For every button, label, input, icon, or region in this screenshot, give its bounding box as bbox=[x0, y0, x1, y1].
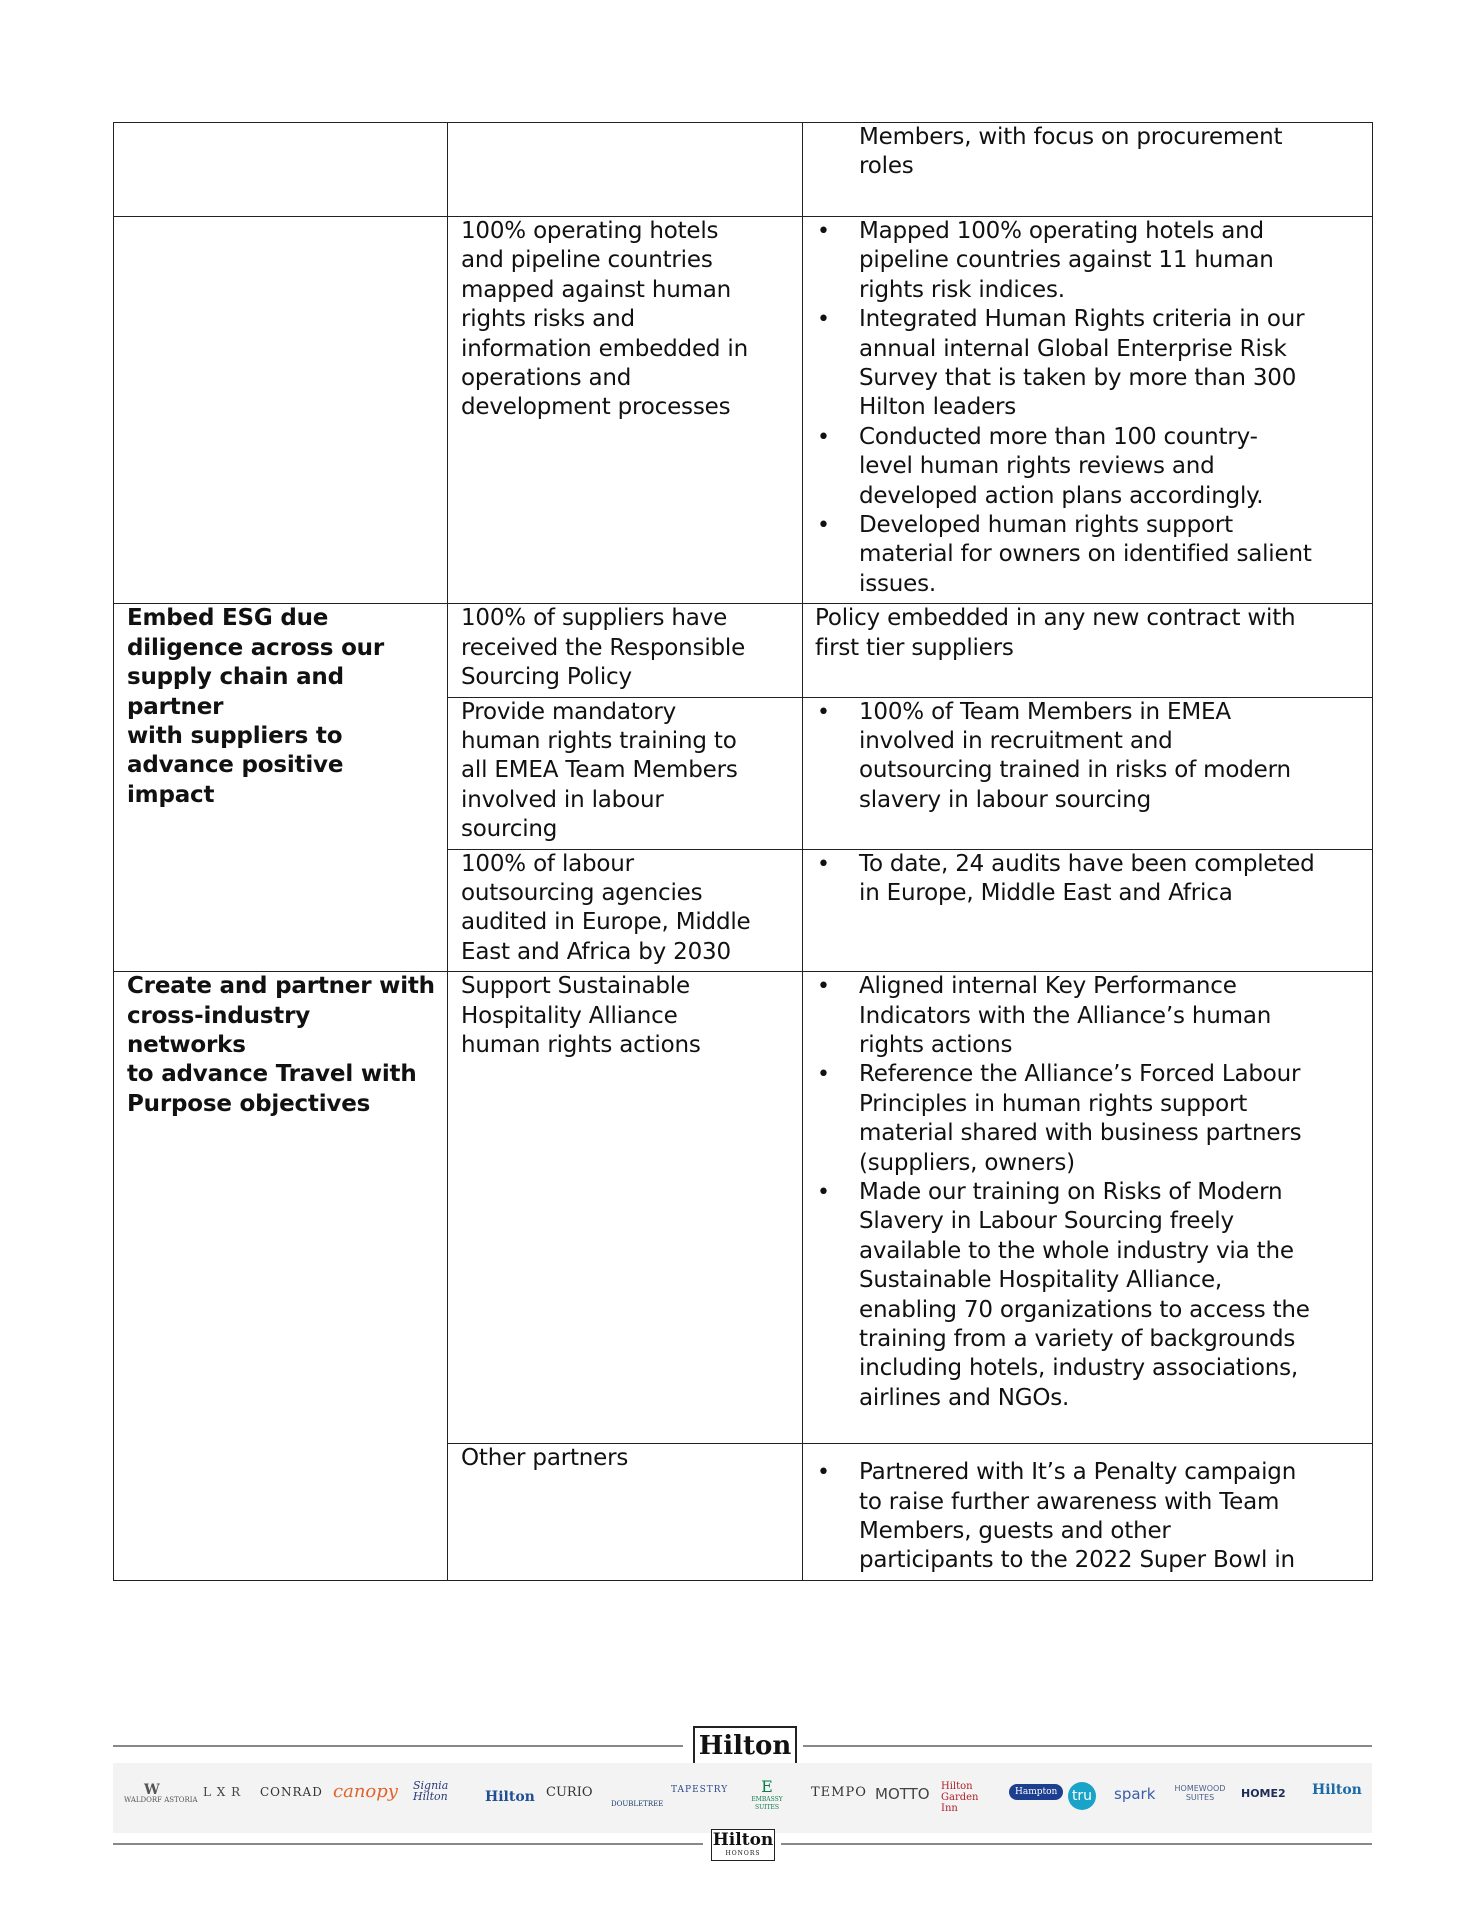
brand-hilton-garden-inn: Hilton Garden Inn bbox=[941, 1781, 979, 1814]
footer-rule-top-left bbox=[113, 1745, 683, 1747]
list-item: • Made our training on Risks of Modern Slavery in Labour Sourcing freely available to the whole industry via the Sustainable Hospitality Alliance, enabling 70 organizations to access the training from a variety of backgrounds including hotels, industry associations, airlines and NGOs. bbox=[815, 1178, 1358, 1413]
progress-list bbox=[815, 972, 1358, 1413]
brand-spark: spark bbox=[1114, 1785, 1156, 1803]
cell-progress bbox=[803, 1444, 1373, 1581]
cell-target: 100% of labour outsourcing agencies audited in Europe, Middle East and Africa by 2030 bbox=[448, 849, 803, 972]
list-item: • To date, 24 audits have been completed in Europe, Middle East and Africa bbox=[815, 850, 1358, 909]
cell-target: Other partners bbox=[448, 1444, 803, 1581]
brand-hilton-grand-vacations: Hilton bbox=[1312, 1782, 1362, 1798]
cell-progress bbox=[803, 972, 1373, 1444]
list-item: • Mapped 100% operating hotels and pipeline countries against 11 human rights risk indices. bbox=[815, 217, 1358, 305]
cell-pillar-supply-chain: Embed ESG due diligence across our supply chain and partner with suppliers to advance positive impact bbox=[114, 604, 448, 972]
progress-list bbox=[815, 217, 1358, 599]
cell-progress bbox=[803, 123, 1373, 217]
brand-tru: tru bbox=[1068, 1782, 1096, 1810]
list-item: • 100% of Team Members in EMEA involved in recruitment and outsourcing trained in risks of modern slavery in labour sourcing bbox=[815, 698, 1358, 816]
footer-rule-bottom-left bbox=[113, 1843, 703, 1845]
footer-rule-bottom-right bbox=[781, 1843, 1372, 1845]
cell-progress bbox=[803, 217, 1373, 604]
brand-conrad: CONRAD bbox=[260, 1785, 323, 1799]
cell-progress bbox=[803, 849, 1373, 972]
progress-list bbox=[815, 1458, 1358, 1576]
list-item: • Developed human rights support material for owners on identified salient issues. bbox=[815, 511, 1358, 599]
brand-lxr: L X R bbox=[203, 1785, 242, 1799]
brand-hampton: Hampton bbox=[1009, 1784, 1063, 1800]
brand-waldorf-astoria: W WALDORF ASTORIA bbox=[124, 1782, 198, 1804]
list-item: • Conducted more than 100 country- level human rights reviews and developed action plans accordingly. bbox=[815, 423, 1358, 511]
brand-canopy: canopy bbox=[333, 1781, 398, 1802]
esg-commitments-table bbox=[113, 122, 1373, 1581]
progress-list bbox=[815, 850, 1358, 909]
cell-target: Support Sustainable Hospitality Alliance human rights actions bbox=[448, 972, 803, 1444]
cell-progress: Policy embedded in any new contract with first tier suppliers bbox=[803, 604, 1373, 697]
hilton-logo: Hilton bbox=[693, 1726, 797, 1766]
brand-home2: HOME2 bbox=[1241, 1787, 1286, 1800]
table-row bbox=[114, 123, 1373, 217]
hilton-honors-logo: Hilton HONORS bbox=[711, 1829, 775, 1861]
cell-target bbox=[448, 123, 803, 217]
cell-progress bbox=[803, 697, 1373, 849]
cell-target: 100% operating hotels and pipeline countries mapped against human rights risks and information embedded in operations and development processes bbox=[448, 217, 803, 604]
brand-embassy-suites: E EMBASSY SUITES bbox=[751, 1777, 783, 1811]
table-row bbox=[114, 972, 1373, 1444]
brand-tapestry: TAPESTRY bbox=[671, 1785, 729, 1795]
cell-pillar bbox=[114, 123, 448, 217]
list-item: • Integrated Human Rights criteria in our annual internal Global Enterprise Risk Survey that is taken by more than 300 Hilton leaders bbox=[815, 305, 1358, 423]
brand-hilton-hotels: Hilton bbox=[485, 1789, 535, 1805]
table-row bbox=[114, 604, 1373, 697]
progress-list bbox=[815, 698, 1358, 816]
brand-doubletree: DOUBLETREE bbox=[611, 1800, 664, 1808]
brand-curio: CURIO bbox=[546, 1785, 593, 1800]
list-item: • Reference the Alliance’s Forced Labour Principles in human rights support material shared with business partners (suppliers, owners) bbox=[815, 1060, 1358, 1178]
cell-pillar-networks: Create and partner with cross-industry networks to advance Travel with Purpose objectives bbox=[114, 972, 448, 1581]
list-item: • Partnered with It’s a Penalty campaign to raise further awareness with Team Members, guests and other participants to the 2022 Super Bowl in bbox=[815, 1458, 1358, 1576]
brand-tempo: TEMPO bbox=[811, 1785, 867, 1800]
cell-target: Provide mandatory human rights training to all EMEA Team Members involved in labour sourcing bbox=[448, 697, 803, 849]
table-row bbox=[114, 217, 1373, 604]
footer-rule-top-right bbox=[803, 1745, 1372, 1747]
brand-signia: Signia Hilton bbox=[413, 1779, 449, 1803]
brand-motto: MOTTO bbox=[875, 1785, 930, 1803]
cell-pillar bbox=[114, 217, 448, 604]
continued-text: Members, with focus on procurement roles bbox=[859, 124, 1283, 180]
cell-target: 100% of suppliers have received the Responsible Sourcing Policy bbox=[448, 604, 803, 697]
list-item: • Aligned internal Key Performance Indicators with the Alliance’s human rights actions bbox=[815, 972, 1358, 1060]
brand-homewood-suites: HOMEWOOD SUITES bbox=[1174, 1784, 1226, 1802]
